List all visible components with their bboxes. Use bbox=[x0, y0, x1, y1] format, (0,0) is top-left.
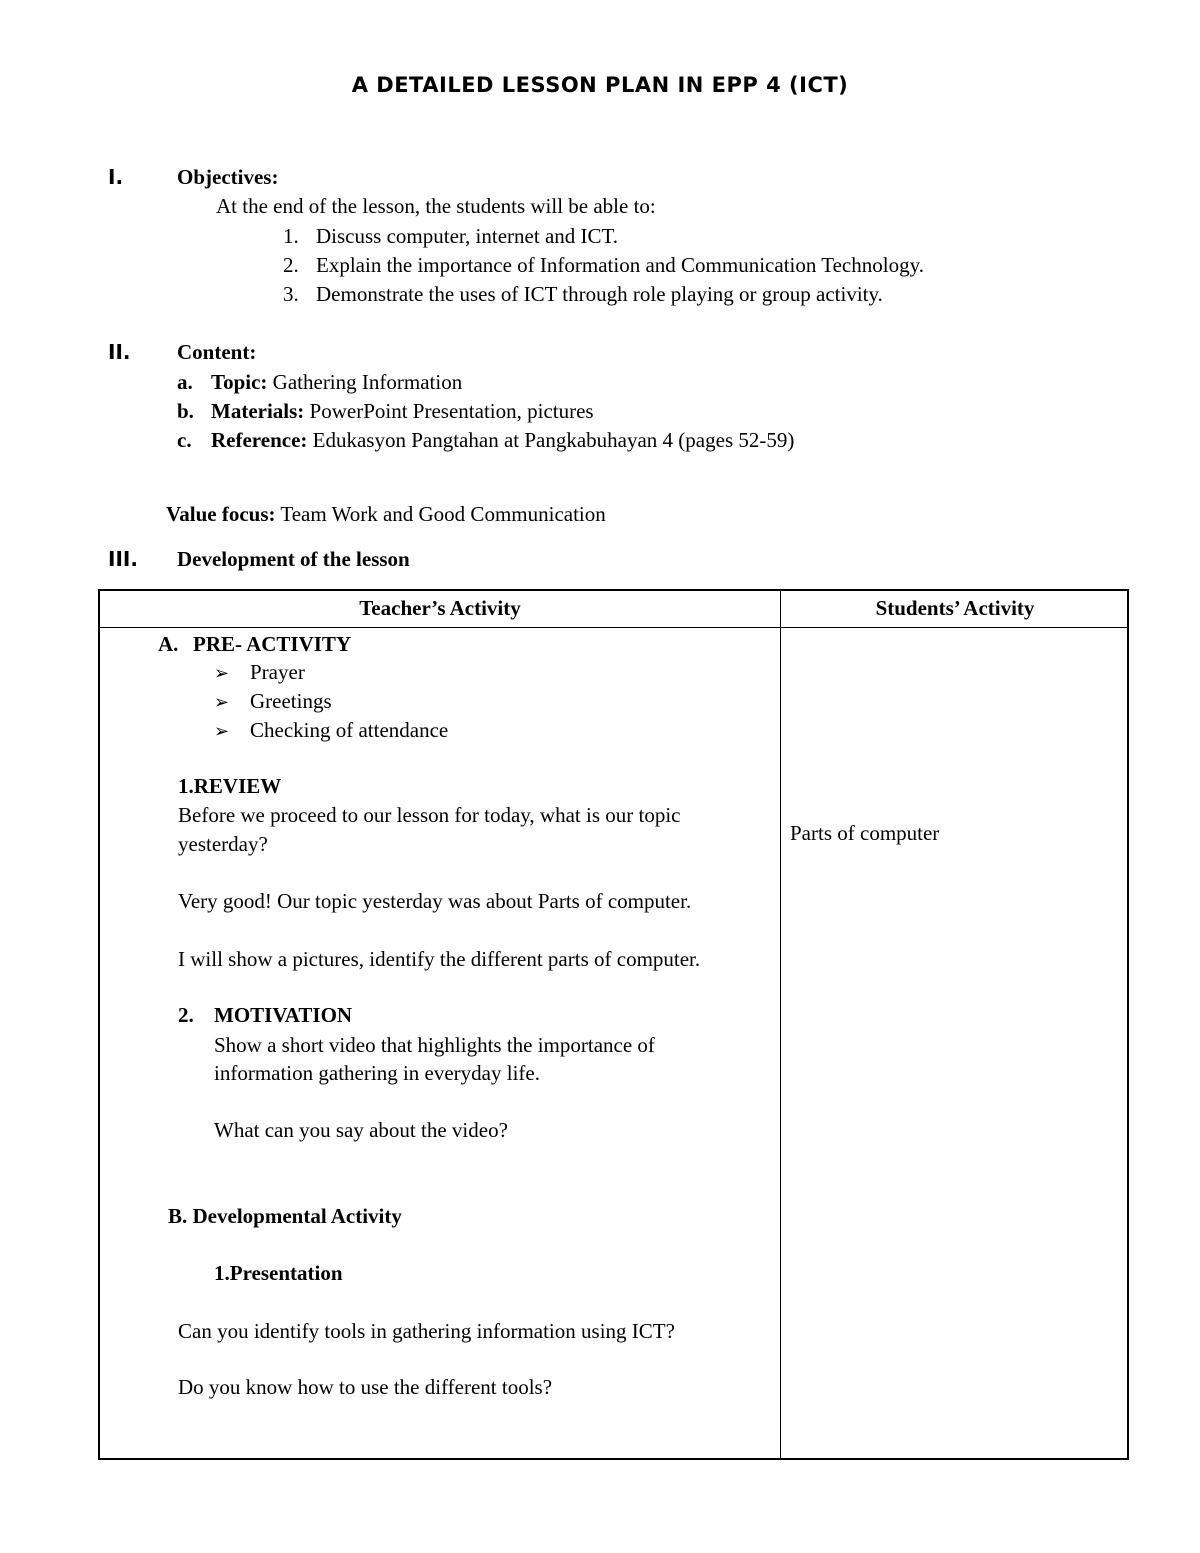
content-letter: b. bbox=[177, 399, 194, 423]
content-item-topic bbox=[177, 372, 462, 393]
objective-item bbox=[283, 284, 883, 305]
pre-activity-title: PRE- ACTIVITY bbox=[193, 632, 352, 656]
content-label: Materials: bbox=[211, 399, 305, 423]
motivation-heading bbox=[178, 1005, 352, 1026]
section-numeral-development: III. bbox=[108, 547, 138, 571]
content-item-materials bbox=[177, 401, 594, 422]
objective-item bbox=[283, 255, 924, 276]
motivation-text: information gathering in everyday life. bbox=[214, 1061, 540, 1085]
bullet-item bbox=[214, 720, 448, 741]
arrow-bullet-icon: ➢ bbox=[214, 692, 230, 713]
objective-number: 1. bbox=[283, 224, 299, 248]
content-text: Gathering Information bbox=[267, 370, 463, 394]
table-header-divider bbox=[100, 627, 1127, 628]
developmental-heading: B. Developmental Activity bbox=[168, 1204, 402, 1228]
content-label: Topic: bbox=[211, 370, 268, 394]
student-answer: Parts of computer bbox=[790, 821, 940, 845]
objective-text: Discuss computer, internet and ICT. bbox=[316, 224, 619, 248]
review-text: Before we proceed to our lesson for today, what is our topic bbox=[178, 803, 681, 827]
presentation-question: Can you identify tools in gathering information using ICT? bbox=[178, 1319, 675, 1343]
content-label: Reference: bbox=[211, 428, 308, 452]
objective-item bbox=[283, 226, 618, 247]
pre-activity-letter: A. bbox=[158, 632, 179, 656]
objective-text: Explain the importance of Information and Communication Technology. bbox=[316, 253, 924, 277]
section-numeral-objectives: I. bbox=[108, 165, 124, 189]
review-heading: 1.REVIEW bbox=[178, 774, 282, 798]
bullet-text: Checking of attendance bbox=[250, 718, 449, 742]
content-item-reference bbox=[177, 430, 794, 451]
motivation-text: Show a short video that highlights the importance of bbox=[214, 1033, 655, 1057]
pre-activity-heading bbox=[158, 634, 351, 655]
table-column-divider bbox=[780, 591, 781, 1458]
section-numeral-content: II. bbox=[108, 340, 131, 364]
objective-number: 3. bbox=[283, 282, 299, 306]
review-text: Very good! Our topic yesterday was about Parts of computer. bbox=[178, 889, 692, 913]
content-letter: a. bbox=[177, 370, 193, 394]
bullet-text: Greetings bbox=[250, 689, 332, 713]
teacher-activity-header: Teacher’s Activity bbox=[359, 596, 521, 620]
presentation-question: Do you know how to use the different tools? bbox=[178, 1375, 553, 1399]
bullet-text: Prayer bbox=[250, 660, 305, 684]
objective-text: Demonstrate the uses of ICT through role playing or group activity. bbox=[316, 282, 883, 306]
review-text: yesterday? bbox=[178, 832, 268, 856]
arrow-bullet-icon: ➢ bbox=[214, 721, 230, 742]
arrow-bullet-icon: ➢ bbox=[214, 663, 230, 684]
motivation-title: MOTIVATION bbox=[214, 1003, 353, 1027]
content-text: PowerPoint Presentation, pictures bbox=[304, 399, 594, 423]
review-text: I will show a pictures, identify the different parts of computer. bbox=[178, 947, 701, 971]
objectives-heading: Objectives: bbox=[177, 165, 279, 189]
development-heading: Development of the lesson bbox=[177, 547, 410, 571]
bullet-item bbox=[214, 662, 305, 683]
presentation-heading: 1.Presentation bbox=[214, 1261, 343, 1285]
page-title: A DETAILED LESSON PLAN IN EPP 4 (ICT) bbox=[351, 73, 849, 97]
content-text: Edukasyon Pangtahan at Pangkabuhayan 4 (pages 52-59) bbox=[307, 428, 795, 452]
motivation-text: What can you say about the video? bbox=[214, 1118, 508, 1142]
value-focus-text: Team Work and Good Communication bbox=[275, 502, 606, 526]
content-letter: c. bbox=[177, 428, 192, 452]
value-focus bbox=[166, 504, 606, 525]
objectives-intro: At the end of the lesson, the students will be able to: bbox=[216, 194, 656, 218]
content-heading: Content: bbox=[177, 340, 257, 364]
bullet-item bbox=[214, 691, 332, 712]
value-focus-label: Value focus: bbox=[166, 502, 276, 526]
motivation-number: 2. bbox=[178, 1003, 194, 1027]
objective-number: 2. bbox=[283, 253, 299, 277]
students-activity-header: Students’ Activity bbox=[875, 596, 1035, 620]
